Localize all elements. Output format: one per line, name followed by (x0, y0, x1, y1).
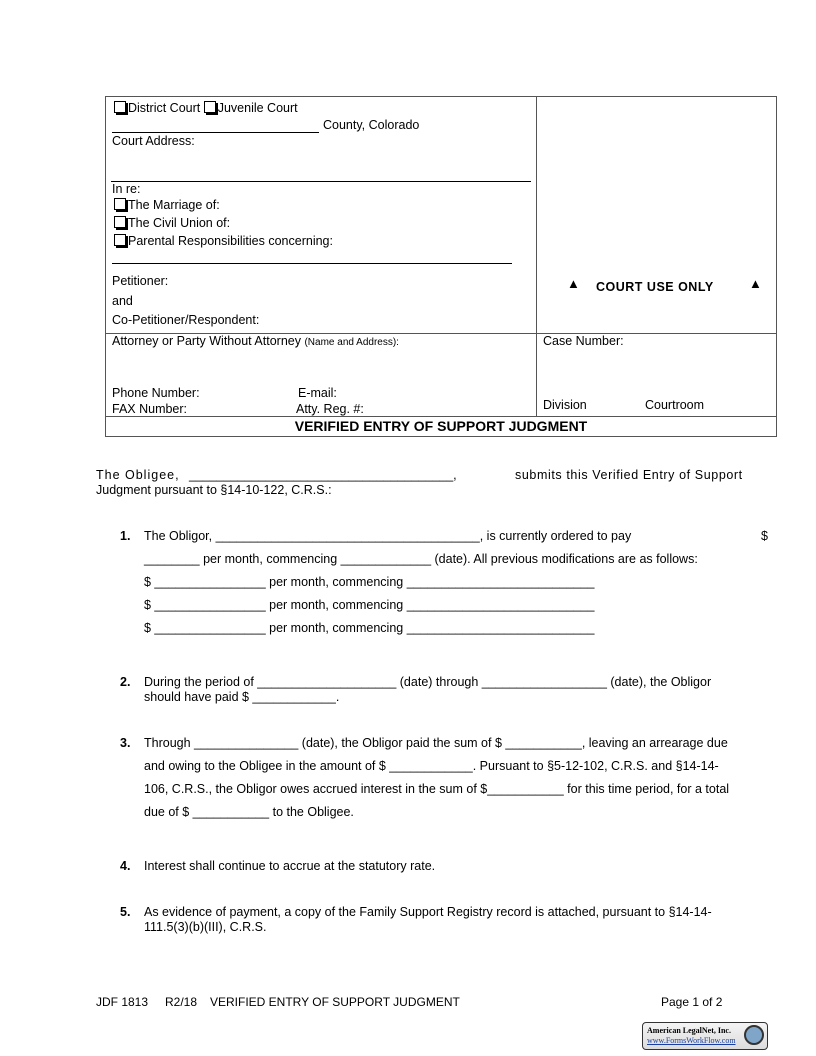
county-blank[interactable] (112, 132, 319, 133)
petitioner-label: Petitioner: (112, 274, 169, 288)
email-label: E-mail: (298, 386, 337, 400)
item-1-line-5: $ ________________ per month, commencing ___________________________ (144, 621, 595, 635)
civil-union-row (114, 216, 230, 230)
intro-rest: submits this Verified Entry of Support (515, 468, 743, 482)
item-5-number: 5. (120, 905, 131, 919)
district-court-checkbox[interactable] (114, 101, 126, 113)
attorney-label: Attorney or Party Without Attorney (112, 334, 301, 348)
item-4-number: 4. (120, 859, 131, 873)
courtroom-label: Courtroom (645, 398, 705, 412)
item-5-line-1: As evidence of payment, a copy of the Family Support Registry record is attached, pursuant to §14-14- (144, 905, 712, 919)
atty-reg-label: Atty. Reg. #: (296, 402, 364, 416)
marriage-row (114, 198, 220, 212)
title-divider (105, 416, 777, 417)
attorney-row (112, 334, 399, 348)
item-3-line-2: and owing to the Obligee in the amount of $ ____________. Pursuant to §5-12-102, C.R.S. and §14-14- (144, 759, 719, 773)
item-5-line-2: 111.5(3)(b)(III), C.R.S. (144, 920, 267, 934)
legalnet-logo[interactable] (642, 1022, 768, 1050)
court-address-label: Court Address: (112, 134, 195, 148)
logo-url[interactable]: www.FormsWorkFlow.com (647, 1036, 736, 1045)
item-3-number: 3. (120, 736, 131, 750)
item-2-number: 2. (120, 675, 131, 689)
attorney-note: (Name and Address): (304, 337, 399, 348)
juvenile-court-checkbox[interactable] (204, 101, 216, 113)
civil-union-checkbox[interactable] (114, 216, 126, 228)
in-re-label: In re: (112, 182, 141, 196)
parental-row (114, 234, 333, 248)
item-2-line-2: should have paid $ ____________. (144, 690, 340, 704)
footer-title: VERIFIED ENTRY OF SUPPORT JUDGMENT (210, 995, 460, 1009)
intro-obligee-label: The Obligee, (96, 468, 180, 482)
item-4-line-1: Interest shall continue to accrue at the statutory rate. (144, 859, 436, 873)
district-court-label: District Court (128, 101, 201, 115)
item-1-line-3: $ ________________ per month, commencing ___________________________ (144, 575, 595, 589)
footer-form-id: JDF 1813 (96, 995, 149, 1009)
co-petitioner-label: Co-Petitioner/Respondent: (112, 313, 260, 327)
item-1-line-1: The Obligor, ______________________________________, is currently ordered to pay (144, 529, 632, 543)
item-1-line-2: ________ per month, commencing _____________ (date). All previous modifications are as follows: (144, 552, 698, 566)
county-colorado-label: County, Colorado (323, 118, 420, 132)
caption-box (105, 96, 777, 437)
item-1-number: 1. (120, 529, 131, 543)
item-1-line-4: $ ________________ per month, commencing ___________________________ (144, 598, 595, 612)
court-address-line[interactable] (111, 181, 531, 182)
parental-checkbox[interactable] (114, 234, 126, 246)
logo-company: American LegalNet, Inc. (647, 1026, 731, 1035)
phone-label: Phone Number: (112, 386, 200, 400)
footer-page: Page 1 of 2 (661, 995, 723, 1009)
civil-union-label: The Civil Union of: (128, 216, 231, 230)
logo-seal-icon (744, 1025, 764, 1045)
caption-divider (536, 96, 537, 417)
fax-label: FAX Number: (112, 402, 188, 416)
juvenile-court-label: Juvenile Court (217, 101, 298, 115)
marriage-label: The Marriage of: (128, 198, 220, 212)
division-label: Division (543, 398, 587, 412)
form-title: VERIFIED ENTRY OF SUPPORT JUDGMENT (294, 418, 588, 434)
item-3-line-4: due of $ ___________ to the Obligee. (144, 805, 354, 819)
court-type-row (114, 101, 298, 115)
footer-revision: R2/18 (165, 995, 198, 1009)
intro-obligee-blank[interactable]: ______________________________________, (189, 468, 457, 482)
court-use-left-arrow: ▲ (567, 276, 580, 291)
court-use-right-arrow: ▲ (749, 276, 762, 291)
case-number-label: Case Number: (543, 334, 624, 348)
parental-label: Parental Responsibilities concerning: (128, 234, 333, 248)
intro-line2: Judgment pursuant to §14-10-122, C.R.S.: (96, 483, 332, 497)
and-label: and (112, 294, 133, 308)
marriage-checkbox[interactable] (114, 198, 126, 210)
item-1-dollar: $ (761, 529, 768, 543)
item-2-line-1: During the period of ____________________ (date) through __________________ (date), the Obligor (144, 675, 712, 689)
parties-blank[interactable] (112, 263, 512, 264)
item-3-line-3: 106, C.R.S., the Obligor owes accrued interest in the sum of $___________ for this time period, for a total (144, 782, 730, 796)
court-use-only-label: COURT USE ONLY (596, 280, 714, 294)
item-3-line-1: Through _______________ (date), the Obligor paid the sum of $ ___________, leaving an arrearage due (144, 736, 728, 750)
